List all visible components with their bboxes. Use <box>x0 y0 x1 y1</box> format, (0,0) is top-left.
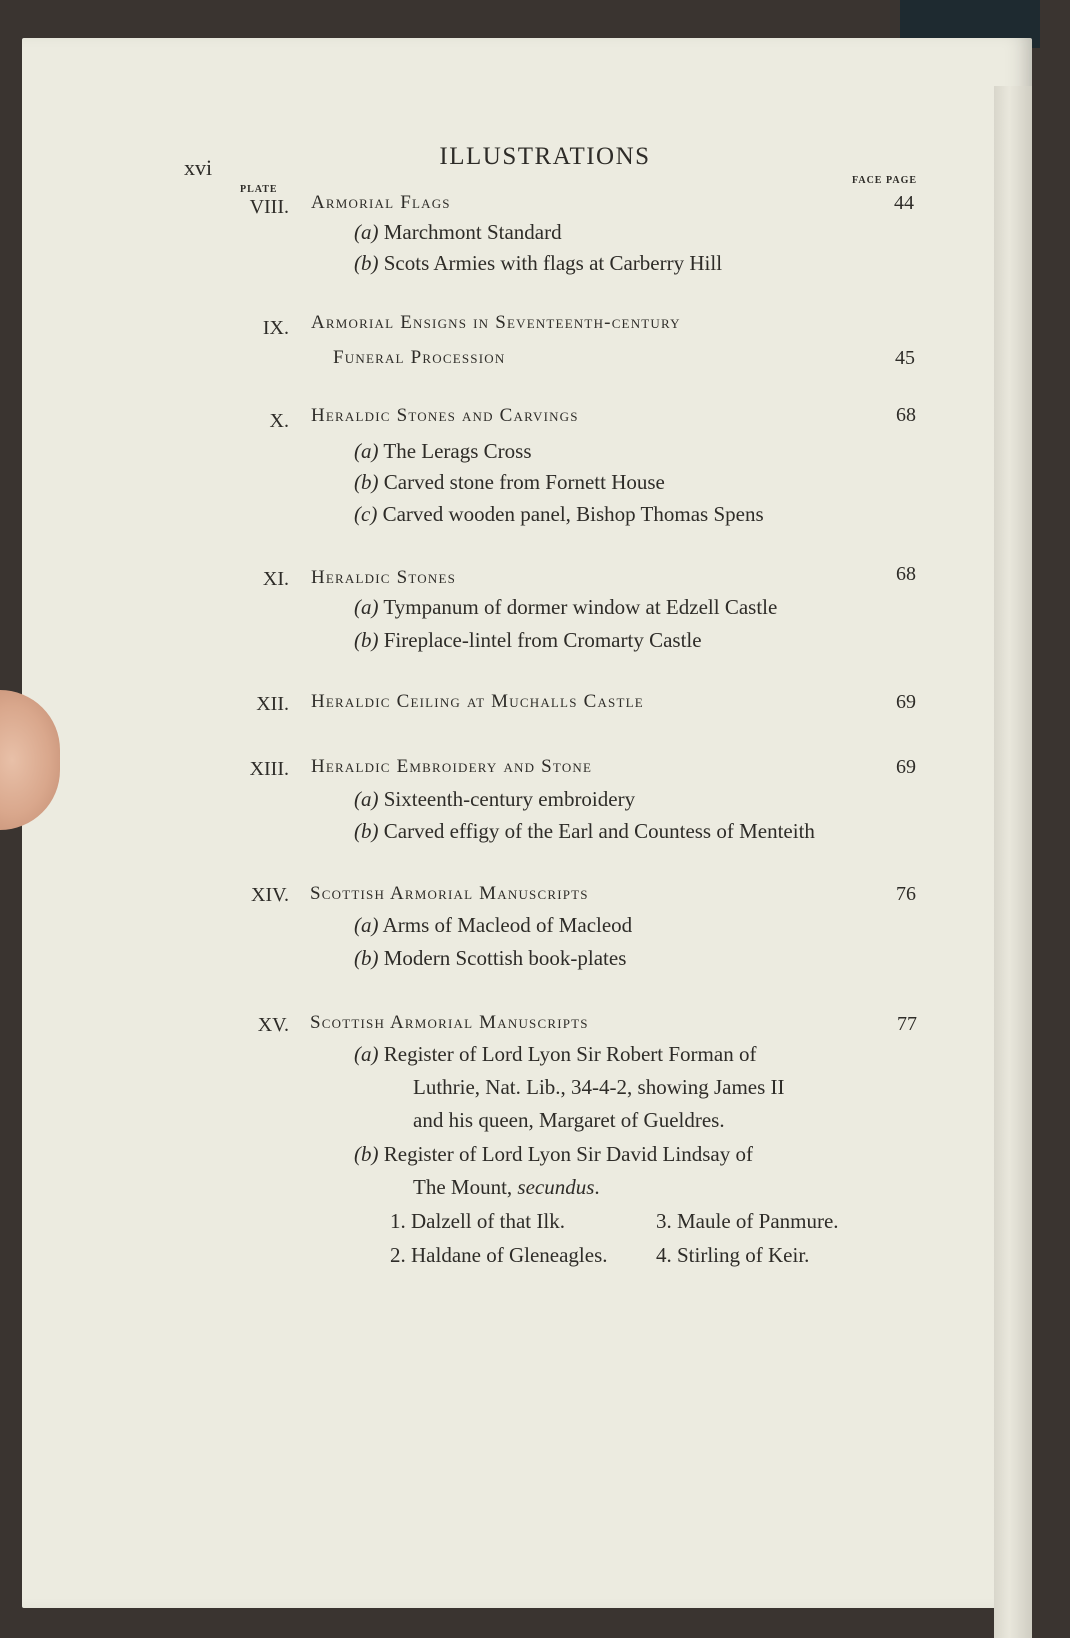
plate-numeral: VIII. <box>249 196 289 218</box>
plate-numeral: XV. <box>257 1014 289 1036</box>
plate-title: Heraldic Stones <box>311 567 457 588</box>
plate-item: (b) Modern Scottish book-plates <box>354 946 627 970</box>
plate-numeral: XIV. <box>251 884 289 906</box>
plate-title: Heraldic Stones and Carvings <box>311 405 579 426</box>
plate-title: Scottish Armorial Manuscripts <box>310 1012 589 1033</box>
face-page-label: FACE PAGE <box>852 175 918 186</box>
plate-item-continuation: and his queen, Margaret of Gueldres. <box>413 1108 725 1132</box>
plate-numeral: XI. <box>262 568 289 590</box>
plate-title: Armorial Flags <box>311 192 451 213</box>
running-title: ILLUSTRATIONS <box>439 143 651 170</box>
plate-item: (b) Register of Lord Lyon Sir David Lindsay of <box>354 1142 753 1166</box>
plate-item-continuation: Luthrie, Nat. Lib., 34-4-2, showing James II <box>413 1075 785 1099</box>
plate-numeral: XII. <box>256 693 289 715</box>
plate-item: (c) Carved wooden panel, Bishop Thomas Spens <box>354 502 764 526</box>
face-page-number: 68 <box>896 404 916 426</box>
plate-title-continuation: Funeral Procession <box>333 347 506 368</box>
folio-number: xvi <box>184 155 213 180</box>
sublist-item: 4. Stirling of Keir. <box>656 1243 810 1267</box>
plate-numeral: X. <box>269 410 289 432</box>
sublist-item: 3. Maule of Panmure. <box>656 1209 839 1233</box>
plate-numeral: IX. <box>262 317 289 339</box>
plate-item: (b) Fireplace-lintel from Cromarty Castle <box>354 628 702 652</box>
plate-item: (b) Carved effigy of the Earl and Countess of Menteith <box>354 819 815 843</box>
plate-title: Armorial Ensigns in Seventeenth-century <box>311 312 681 333</box>
sublist-item: 2. Haldane of Gleneagles. <box>390 1243 608 1267</box>
plate-item: (b) Carved stone from Fornett House <box>354 470 665 494</box>
plate-item: (a) Tympanum of dormer window at Edzell Castle <box>354 595 778 619</box>
face-page-number: 45 <box>895 347 915 369</box>
sublist-item: 1. Dalzell of that Ilk. <box>390 1209 565 1233</box>
face-page-number: 68 <box>896 563 916 585</box>
face-page-number: 69 <box>896 691 916 713</box>
plate-item: (b) Scots Armies with flags at Carberry Hill <box>354 251 723 275</box>
plate-item: (a) Sixteenth-century embroidery <box>354 787 636 811</box>
face-page-number: 77 <box>897 1013 917 1035</box>
plate-item-continuation: The Mount, secundus. <box>413 1175 600 1199</box>
plate-title: Scottish Armorial Manuscripts <box>310 883 589 904</box>
plate-item: (a) The Lerags Cross <box>354 439 532 463</box>
plate-item: (a) Register of Lord Lyon Sir Robert Forman of <box>354 1042 757 1066</box>
plate-numeral: XIII. <box>249 758 289 780</box>
page-edge <box>994 86 1032 1638</box>
plate-item: (a) Arms of Macleod of Macleod <box>354 913 633 937</box>
plate-label: PLATE <box>240 184 278 195</box>
plate-title: Heraldic Embroidery and Stone <box>311 756 593 777</box>
plate-title: Heraldic Ceiling at Muchalls Castle <box>311 691 644 712</box>
face-page-number: 44 <box>894 192 914 214</box>
face-page-number: 69 <box>896 756 916 778</box>
plate-item: (a) Marchmont Standard <box>354 220 562 244</box>
face-page-number: 76 <box>896 883 916 905</box>
